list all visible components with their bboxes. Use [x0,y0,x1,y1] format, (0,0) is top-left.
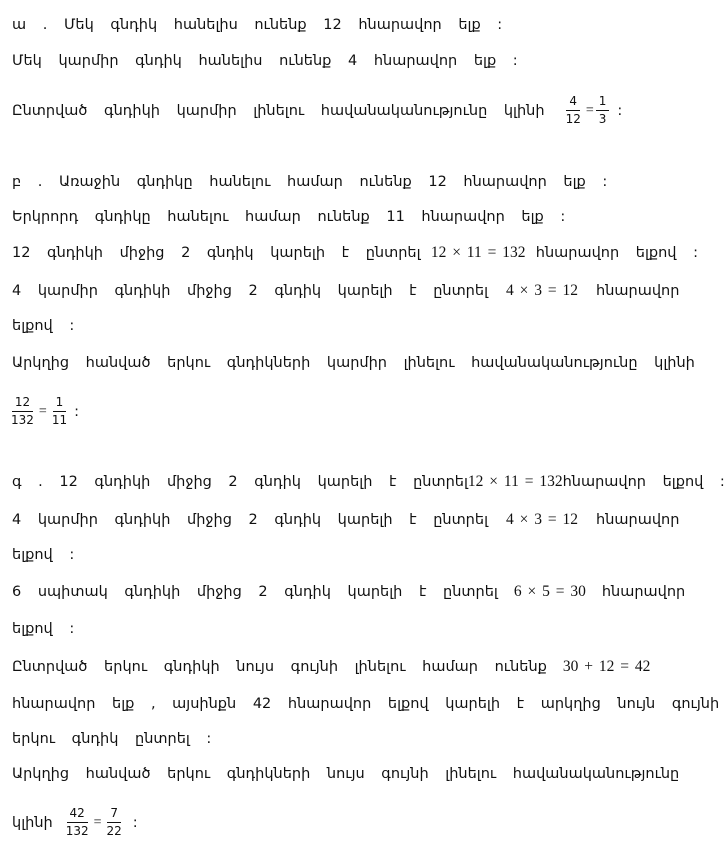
part-b-line-4-math: 4 × 3 = 12 [506,282,578,299]
part-c-fraction-left [63,806,92,839]
fraction-denominator: 132 [11,413,34,427]
part-c-line-7-text: հնարավոր ելք , այսինքն 42 հնարավոր ելքով կարելի է արկղից նույն գույնի [12,696,720,712]
part-c-line-4 [12,582,698,602]
part-c-line-2-pre: 4 կարմիր գնդիկի միջից 2 գնդիկ կարելի է ընտրել [12,512,489,528]
part-b-line-5 [12,316,698,336]
part-c-line-7 [12,694,720,714]
part-b-line-7-end: : [74,403,79,420]
part-b-line-3-pre: 12 գնդիկի միջից 2 գնդիկ կարելի է ընտրել [12,245,421,261]
part-a-line-1-text: ա . Մեկ գնդիկ հանելիս ունենք 12 հնարավոր ելք : [12,17,503,33]
part-c-line-9 [12,764,698,784]
part-c-line-8 [12,729,698,749]
part-c-line-6-math: 30 + 12 = 42 [562,658,651,675]
part-c-line-4-post: հնարավոր [601,584,686,600]
fraction-denominator: 11 [51,413,68,427]
fraction-numerator: 4 [566,94,580,111]
part-c-line-5 [12,619,698,639]
part-b-line-2-text: Երկրորդ գնդիկը հանելու համար ունենք 11 հնարավոր ելք : [12,209,566,225]
part-c-line-6 [12,657,698,677]
part-b-line-7 [8,395,694,428]
part-b-line-4 [12,281,698,301]
part-b-line-6 [12,353,698,373]
part-c-line-8-text: երկու գնդիկ ընտրել : [12,731,212,747]
part-c-line-1-pre: գ . 12 գնդիկի միջից 2 գնդիկ կարելի է ընտրել [12,474,468,490]
fraction-denominator: 22 [106,824,122,838]
fraction-numerator: 12 [12,395,33,412]
part-b-line-3 [12,243,698,263]
part-a-fraction-right [596,94,610,127]
equals-sign: = [585,102,594,118]
part-b-line-6-text: Արկղից հանված երկու գնդիկների կարմիր լինելու հավանականությունը կլինի [12,355,695,371]
part-b-line-4-pre: 4 կարմիր գնդիկի միջից 2 գնդիկ կարելի է ընտրել [12,283,489,299]
part-a-line-2-text: Մեկ կարմիր գնդիկ հանելիս ունենք 4 հնարավոր ելք : [12,53,518,69]
fraction-numerator: 1 [53,395,67,412]
part-c-line-2 [12,510,698,530]
part-c-line-2-post: հնարավոր [596,512,680,528]
part-c-line-1 [12,472,725,492]
part-c-line-2-math: 4 × 3 = 12 [506,511,578,528]
part-c-line-10 [12,806,698,839]
equals-sign: = [93,814,102,830]
part-c-line-6-pre: Ընտրված երկու գնդիկի նույս գույնի լինելու համար ունենք [12,659,547,675]
part-c-line-4-pre: 6 սպիտակ գնդիկի միջից 2 գնդիկ կարելի է ընտրել [12,584,498,600]
part-b-line-1 [12,172,698,192]
part-c-line-9-text: Արկղից հանված երկու գնդիկների նույս գույնի լինելու հավանականությունը [12,766,680,782]
fraction-numerator: 1 [596,94,610,111]
part-c-line-1-math: 12 × 11 = 132 [467,473,563,490]
part-a-line-1 [12,15,698,35]
part-b-line-2 [12,207,698,227]
fraction-numerator: 7 [107,806,121,823]
part-b-line-3-math: 12 × 11 = 132 [430,244,526,261]
equals-sign: = [38,403,47,419]
part-c-fraction-right [104,806,125,839]
part-b-line-1-text: բ . Առաջին գնդիկը հանելու համար ունենք 12 հնարավոր ելք : [12,174,608,190]
part-a-line-2 [12,51,698,71]
part-c-line-4-math: 6 × 5 = 30 [513,583,586,600]
part-b-fraction-left [8,395,37,428]
part-c-line-3 [12,545,698,565]
part-b-line-4-post: հնարավոր [596,283,680,299]
part-a-fraction-left [563,94,584,127]
part-a-line-3-end: : [617,102,623,119]
fraction-denominator: 132 [65,824,89,838]
part-c-line-1-post: հնարավոր ելքով : [562,474,725,490]
part-b-fraction-right [49,395,70,428]
fraction-numerator: 42 [67,806,88,823]
fraction-denominator: 3 [598,112,607,126]
part-c-line-10-end: : [132,814,138,831]
part-a-line-3-text: Ընտրված գնդիկի կարմիր լինելու հավանականությունը կլինի [12,102,545,119]
part-c-line-5-text: ելքով : [12,621,75,637]
part-a-line-3 [12,94,698,127]
part-c-line-10-text: կլինի [12,814,53,831]
part-b-line-5-text: ելքով : [12,318,75,334]
part-c-line-3-text: ելքով : [12,547,75,563]
fraction-denominator: 12 [565,112,581,126]
part-b-line-3-post: հնարավոր ելքով : [535,245,698,261]
